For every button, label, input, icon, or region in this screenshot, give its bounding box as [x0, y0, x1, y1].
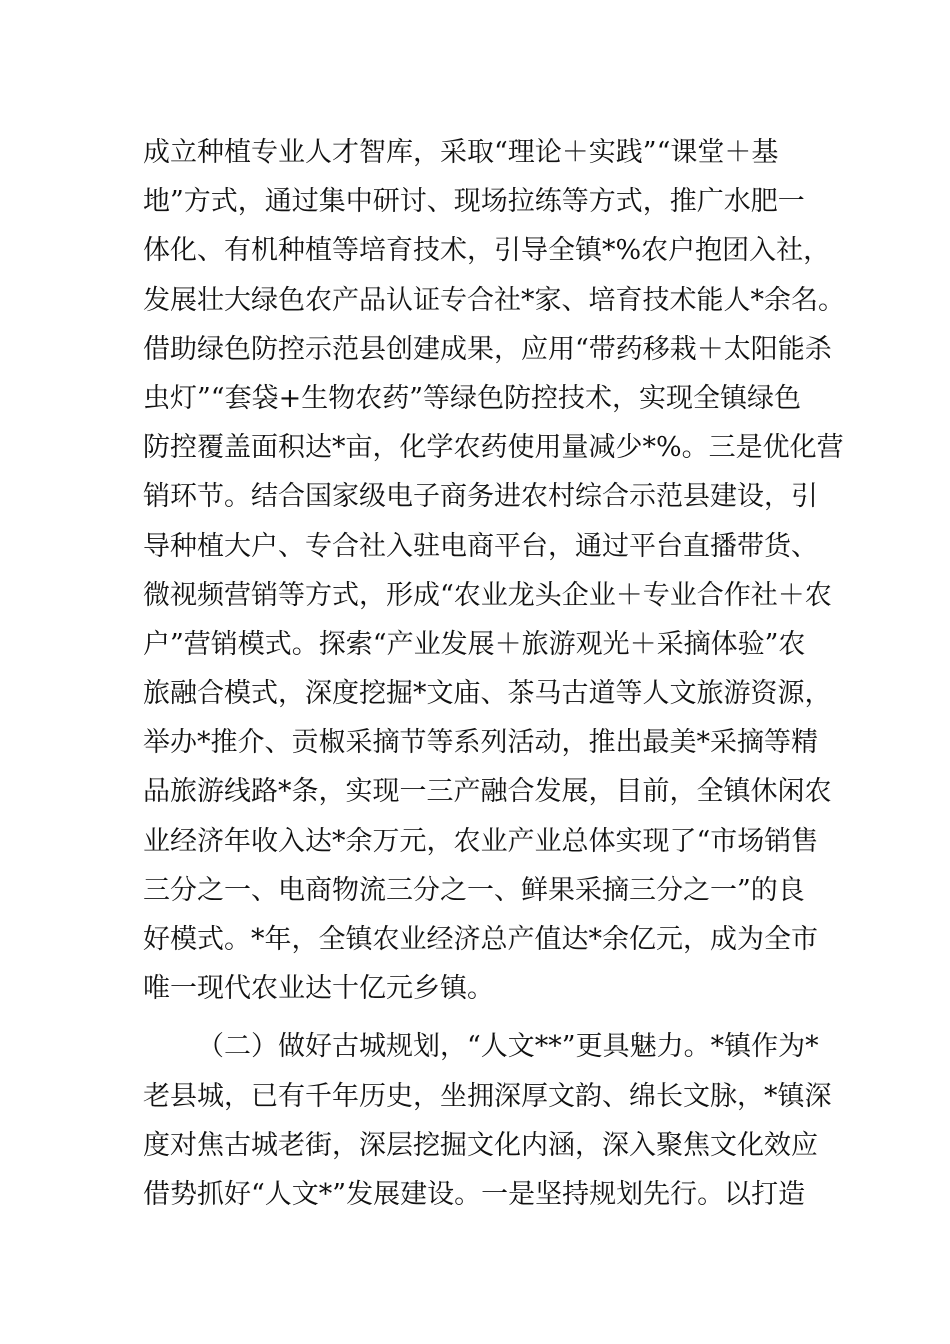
text-line: 发展壮大绿色农产品认证专合社*家、培育技术能人*余名。: [143, 284, 845, 316]
text-line: 导种植大户、专合社入驻电商平台，通过平台直播带货、: [143, 530, 818, 562]
body-text: [143, 128, 843, 1219]
text-line: 好模式。*年，全镇农业经济总产值达*余亿元，成为全市: [143, 924, 818, 955]
text-line: 防控覆盖面积达*亩，化学农药使用量减少*%。三是优化营: [143, 432, 844, 464]
text-line: 业经济年收入达*余万元，农业产业总体实现了“市场销售: [143, 825, 819, 857]
text-line: 虫灯”“套袋+生物农药”等绿色防控技术，实现全镇绿色: [143, 382, 802, 414]
text-line: 销环节。结合国家级电子商务进农村综合示范县建设，引: [143, 481, 818, 513]
text-line: 体化、有机种植等培育技术，引导全镇*%农户抱团入社，: [143, 235, 831, 267]
text-line: 品旅游线路*条，实现一三产融合发展，目前，全镇休闲农: [143, 776, 832, 808]
text-line: 借势抓好“人文*”发展建设。一是坚持规划先行。以打造: [143, 1178, 806, 1210]
text-line: 微视频营销等方式，形成“农业龙头企业＋专业合作社＋农: [143, 579, 832, 611]
text-line: 户”营销模式。探索“产业发展＋旅游观光＋采摘体验”农: [143, 628, 806, 660]
text-line: 旅融合模式，深度挖掘*文庙、茶马古道等人文旅游资源，: [143, 678, 832, 710]
text-line: 三分之一、电商物流三分之一、鲜果采摘三分之一”的良: [143, 874, 805, 906]
section-heading-line: （二）做好古城规划，“人文**”更具魅力。*镇作为*: [197, 1031, 819, 1063]
text-line: 老县城，已有千年历史，坐拥深厚文韵、绵长文脉，*镇深: [143, 1080, 832, 1112]
text-line: 借助绿色防控示范县创建成果，应用“带药移栽＋太阳能杀: [143, 333, 832, 365]
text-line: 唯一现代农业达十亿元乡镇。: [143, 973, 494, 1005]
text-line: 成立种植专业人才智库，采取“理论＋实践”“课堂＋基: [143, 137, 779, 168]
text-line: 地”方式，通过集中研讨、现场拉练等方式，推广水肥一: [143, 186, 805, 218]
text-line: 举办*推介、贡椒采摘节等系列活动，推出最美*采摘等精: [143, 727, 818, 759]
text-line: 度对焦古城老街，深层挖掘文化内涵，深入聚焦文化效应: [143, 1129, 818, 1161]
